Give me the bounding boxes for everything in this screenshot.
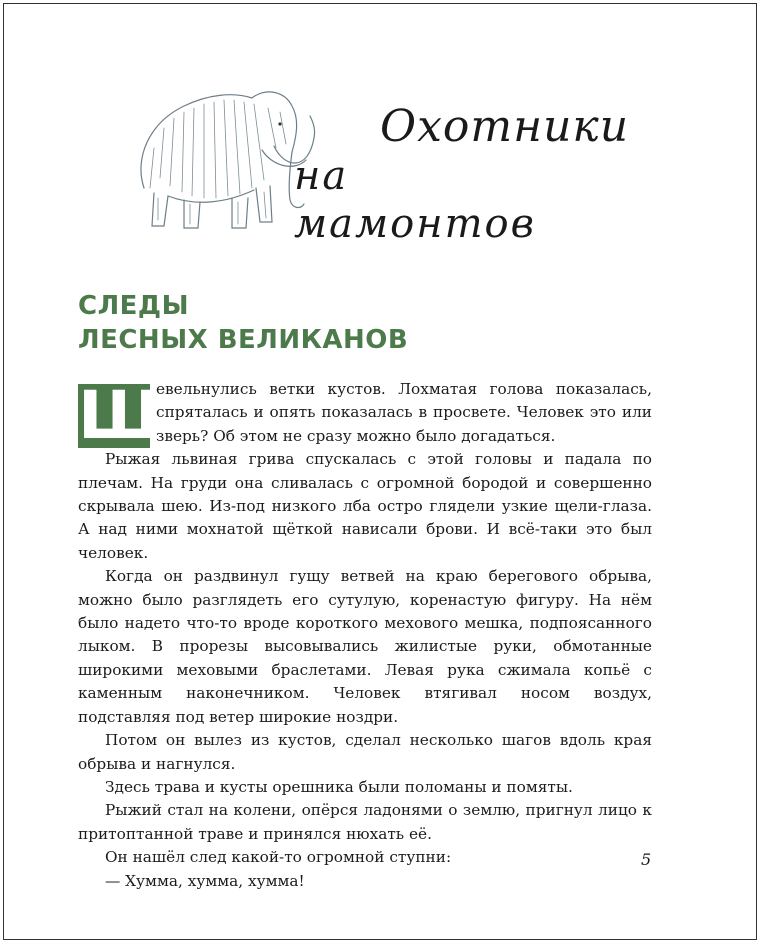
paragraph: Рыжая львиная грива спускалась с этой головы и падала по плечам. На груди она сливалась с огромной бородой и совершенно скрывала шею. Из-под низкого лба остро глядели узкие щели-глаза. А над ними мохнатой щёткой нависали брови. И всё-таки это был человек.	[78, 450, 652, 562]
page-number: 5	[641, 850, 652, 869]
first-paragraph	[78, 377, 652, 454]
paragraph: Здесь трава и кусты орешника были поломаны и помяты.	[105, 777, 573, 796]
paragraph: Когда он раздвинул гущу ветвей на краю берегового обрыва, можно было разглядеть его сутулую, коренастую фигуру. На нём было надето что-то вроде короткого мехового мешка, подпоясанного лыком. В прорезы высовывались жилистые руки, обмотанные широкими меховыми браслетами. Левая рука сжимала копьё с каменным наконечником. Человек втягивал носом воздух, подставляя под ветер широкие ноздри.	[78, 567, 652, 726]
section-heading	[78, 289, 598, 357]
paragraph: Рыжий стал на колени, опёрся ладонями о землю, пригнул лицо к притоптанной траве и принялся нюхать её.	[78, 801, 652, 843]
section-heading-line2: ЛЕСНЫХ ВЕЛИКАНОВ	[78, 325, 409, 355]
section-heading-line1: СЛЕДЫ	[78, 291, 190, 321]
page	[3, 3, 757, 940]
paragraph: — Хумма, хумма, хумма!	[105, 871, 305, 890]
body-text	[78, 378, 652, 893]
chapter-title	[294, 101, 630, 248]
chapter-title-line2: на мамонтов	[294, 153, 536, 247]
first-paragraph-text: евельнулись ветки кустов. Лохматая голова показалась, спряталась и опять показалась в просвете. Человек это или зверь? Об этом не сразу можно было догадаться.	[156, 380, 652, 445]
paragraph: Он нашёл след какой-то огромной ступни:	[105, 848, 452, 867]
paragraph: Потом он вылез из кустов, сделал несколько шагов вдоль края обрыва и нагнулся.	[78, 731, 652, 773]
chapter-title-line1: Охотники	[380, 101, 630, 152]
drop-cap: Ш	[78, 377, 160, 454]
